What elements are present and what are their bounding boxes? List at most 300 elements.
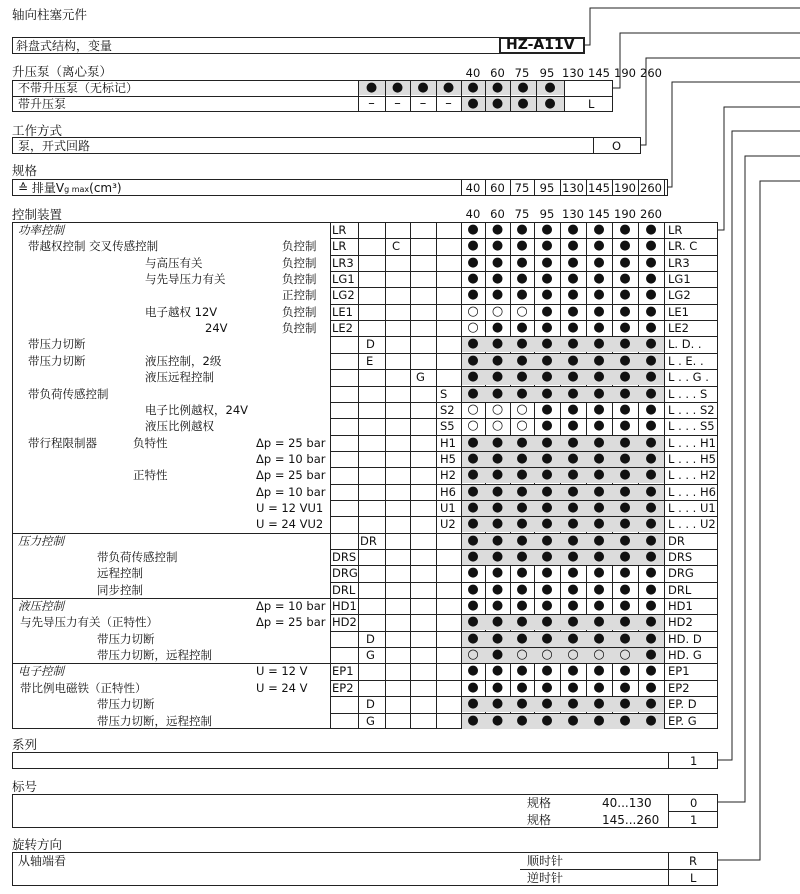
control-mark: ●	[619, 680, 631, 695]
control-mark: ●	[567, 418, 579, 433]
control-row-label: 带行程限制器	[28, 436, 97, 450]
control-mark: ●	[645, 271, 657, 286]
control-result-code: DRS	[668, 550, 693, 564]
control-row-label: 负控制	[282, 239, 317, 253]
control-mark: ●	[567, 533, 579, 548]
control-mark: ●	[516, 353, 528, 368]
control-mark: ●	[491, 565, 504, 580]
control-mark: ●	[567, 304, 579, 319]
control-mark: ●	[567, 369, 579, 384]
control-col-line	[385, 222, 386, 729]
booster-mark: –	[445, 96, 452, 111]
control-code-S: S	[440, 387, 448, 401]
control-code-E: E	[366, 354, 374, 368]
control-mark: ●	[491, 680, 504, 695]
control-row-label: 带压力切断，远程控制	[97, 648, 212, 662]
control-mark: ●	[619, 435, 631, 450]
control-mark: ●	[619, 369, 631, 384]
size-value-130: 130	[562, 181, 584, 195]
control-mark: ●	[567, 549, 579, 564]
booster-heading: 升压泵（离心泵）	[12, 64, 113, 79]
control-result-code: EP. D	[668, 697, 697, 711]
control-mark: ●	[593, 582, 605, 597]
control-mark: ●	[516, 386, 528, 401]
control-row-label: 与先导压力有关（正特性）	[20, 615, 158, 629]
control-mark: ●	[645, 418, 657, 433]
leader-line	[585, 8, 800, 45]
control-mark: ●	[645, 696, 657, 711]
control-row-label: 负控制	[282, 321, 317, 335]
control-mark: ●	[645, 713, 657, 728]
control-mark: ●	[567, 222, 579, 237]
control-mark: ●	[619, 402, 631, 417]
control-mark: ●	[593, 222, 605, 237]
series-box	[12, 752, 718, 769]
control-mark: ●	[619, 565, 631, 580]
control-mark: ●	[619, 336, 631, 351]
index-row1-range: 145...260	[602, 813, 660, 827]
booster-mark: ●	[365, 80, 378, 95]
control-mark: ●	[467, 614, 479, 629]
control-row-label: 带压力切断	[97, 697, 155, 711]
control-mark: ●	[541, 549, 553, 564]
control-mark: ●	[516, 255, 528, 270]
control-row-label: 正控制	[282, 288, 317, 302]
control-mark: ●	[467, 353, 479, 368]
control-row-label: Δp = 25 bar	[256, 615, 326, 629]
rotation-cw-code: R	[689, 854, 697, 868]
control-mark: ●	[541, 304, 553, 319]
control-mark: ●	[593, 533, 605, 548]
control-mark: ●	[567, 353, 579, 368]
control-row-label: 带压力切断	[97, 632, 155, 646]
control-row-label: 电子控制	[18, 664, 64, 678]
control-mark: ●	[567, 271, 579, 286]
control-mark: ●	[491, 353, 504, 368]
control-mark: ●	[619, 696, 631, 711]
control-mark: ●	[516, 369, 528, 384]
control-mark: ●	[645, 369, 657, 384]
control-mark: ●	[467, 467, 479, 482]
control-mark: ●	[619, 598, 631, 613]
control-code-G: G	[366, 714, 375, 728]
control-size-60: 60	[490, 207, 505, 221]
booster-mark: ●	[391, 80, 404, 95]
control-mark: ●	[541, 222, 553, 237]
control-mark: ●	[619, 582, 631, 597]
control-mark: ●	[619, 386, 631, 401]
control-mark: ●	[619, 533, 631, 548]
control-mark: ●	[491, 713, 504, 728]
control-row-label: Δp = 10 bar	[256, 599, 326, 613]
control-mark: ●	[593, 353, 605, 368]
control-mark: ●	[467, 516, 479, 531]
control-mark: ●	[541, 435, 553, 450]
control-mark: ●	[645, 533, 657, 548]
control-mark: ●	[645, 320, 657, 335]
control-mark: ●	[516, 320, 528, 335]
control-result-code: L . . . U2	[668, 517, 716, 531]
control-mark: ○	[467, 402, 479, 417]
control-mark: ●	[567, 565, 579, 580]
control-result-code: L. D. .	[668, 337, 702, 351]
displacement-unit: (cm³)	[89, 181, 122, 195]
booster-mark: –	[419, 96, 427, 111]
control-result-code: L . . G .	[668, 370, 709, 384]
control-mark: ●	[593, 696, 605, 711]
control-mark: ●	[516, 500, 528, 515]
size-value-190: 190	[614, 181, 636, 195]
control-mark: ●	[567, 451, 579, 466]
control-mark: ●	[541, 663, 553, 678]
control-row-label: 负控制	[282, 305, 317, 319]
booster-mark: ●	[544, 96, 556, 111]
leader-line	[718, 181, 800, 860]
series-heading: 系列	[12, 737, 38, 752]
control-mark: ●	[645, 238, 657, 253]
control-mark: ●	[645, 467, 657, 482]
control-mark: ○	[491, 402, 504, 417]
control-mark: ●	[467, 713, 479, 728]
control-mark: ●	[567, 287, 579, 302]
control-code-DRG: DRG	[332, 566, 358, 580]
control-mark: ●	[467, 336, 479, 351]
control-code-H1: H1	[440, 436, 456, 450]
control-mark: ●	[516, 435, 528, 450]
control-mark: ●	[467, 271, 479, 286]
control-mark: ●	[645, 255, 657, 270]
index-row1-label: 规格	[527, 813, 552, 827]
index-row1-code: 1	[690, 813, 698, 827]
index-row0-label: 规格	[527, 796, 552, 810]
control-mark: ●	[593, 484, 605, 499]
control-mark: ○	[491, 304, 504, 319]
index-heading: 标号	[12, 779, 38, 794]
control-mark: ●	[467, 696, 479, 711]
size-value-40: 40	[465, 181, 481, 195]
mode-heading: 工作方式	[12, 123, 63, 138]
title-subtitle: 斜盘式结构，变量	[16, 39, 113, 53]
control-mark: ●	[491, 549, 504, 564]
control-mark: ●	[467, 663, 479, 678]
control-mark: ●	[645, 565, 657, 580]
control-mark: ●	[593, 549, 605, 564]
control-mark: ○	[593, 647, 605, 662]
rotation-row-divider	[520, 869, 718, 870]
control-size-190: 190	[614, 207, 636, 221]
size-value-145: 145	[588, 181, 610, 195]
booster-code-L: L	[588, 97, 595, 111]
rotation-ccw-code: L	[690, 871, 697, 885]
control-mark: ●	[593, 271, 605, 286]
control-mark: ●	[491, 614, 504, 629]
control-mark: ●	[491, 287, 504, 302]
control-mark: ●	[593, 418, 605, 433]
control-result-code: LR. C	[668, 239, 698, 253]
control-mark: ●	[516, 336, 528, 351]
control-mark: ●	[593, 565, 605, 580]
control-row-label: 同步控制	[97, 583, 143, 597]
mode-label: 泵，开式回路	[18, 139, 91, 153]
control-row-label: 带压力切断	[28, 354, 86, 368]
control-mark: ●	[491, 647, 504, 662]
series-code-divider	[668, 752, 669, 769]
control-mark: ●	[645, 631, 657, 646]
control-mark: ●	[619, 320, 631, 335]
control-mark: ●	[593, 663, 605, 678]
booster-size-260: 260	[640, 66, 662, 80]
control-result-code: HD. D	[668, 632, 702, 646]
control-mark: ●	[491, 467, 504, 482]
booster-mark: ●	[417, 80, 429, 95]
control-mark: ●	[593, 435, 605, 450]
control-mark: ●	[619, 271, 631, 286]
control-row-label: 带负荷传感控制	[28, 387, 109, 401]
booster-mark: ●	[442, 80, 455, 95]
control-mark: ●	[541, 467, 553, 482]
control-row-label: 负控制	[282, 272, 317, 286]
leader-line	[718, 131, 800, 760]
control-code-S5: S5	[440, 419, 455, 433]
control-row-label: U = 24 V	[256, 681, 308, 695]
control-mark: ●	[516, 614, 528, 629]
control-code-H2: H2	[440, 468, 456, 482]
control-mark: ●	[593, 614, 605, 629]
control-mark: ●	[593, 287, 605, 302]
mode-code-divider	[593, 137, 594, 154]
size-value-95: 95	[539, 181, 555, 195]
control-row-label: 带比例电磁铁（正特性）	[20, 681, 147, 695]
control-mark: ●	[619, 255, 631, 270]
control-mark: ●	[645, 386, 657, 401]
booster-row-with-label: 带升压泵	[18, 97, 67, 111]
size-grid-line	[664, 179, 665, 196]
control-mark: ●	[567, 663, 579, 678]
control-code-LE1: LE1	[332, 305, 353, 319]
control-mark: ●	[619, 287, 631, 302]
control-code-H5: H5	[440, 452, 456, 466]
control-mark: ●	[467, 386, 479, 401]
series-code: 1	[690, 754, 698, 768]
control-mark: ●	[619, 304, 631, 319]
control-row-label: 功率控制	[18, 223, 64, 237]
control-mark: ●	[491, 598, 504, 613]
control-mark: ●	[541, 680, 553, 695]
control-mark: ●	[645, 287, 657, 302]
index-row0-range: 40...130	[602, 796, 652, 810]
control-mark: ○	[467, 304, 479, 319]
control-mark: ●	[491, 320, 504, 335]
control-result-code: L . . . H2	[668, 468, 716, 482]
control-result-code: HD. G	[668, 648, 702, 662]
control-mark: ●	[567, 713, 579, 728]
control-result-code: L . . . H5	[668, 452, 716, 466]
control-col-line	[410, 222, 411, 729]
control-code-H6: H6	[440, 485, 456, 499]
control-mark: ●	[645, 353, 657, 368]
control-mark: ●	[645, 336, 657, 351]
control-mark: ●	[467, 500, 479, 515]
control-mark: ●	[645, 451, 657, 466]
control-mark: ●	[541, 516, 553, 531]
control-result-code: L . . . U1	[668, 501, 716, 515]
control-row-label: Δp = 25 bar	[256, 436, 326, 450]
control-mark: ●	[541, 287, 553, 302]
control-mark: ●	[467, 565, 479, 580]
control-code-U2: U2	[440, 517, 456, 531]
control-row-label: 远程控制	[97, 566, 143, 580]
control-mark: ●	[593, 386, 605, 401]
control-row-label: Δp = 10 bar	[256, 452, 326, 466]
control-mark: ●	[491, 663, 504, 678]
control-size-95: 95	[539, 207, 555, 221]
control-mark: ●	[645, 663, 657, 678]
control-mark: ●	[619, 631, 631, 646]
control-mark: ●	[567, 598, 579, 613]
control-mark: ●	[491, 271, 504, 286]
control-mark: ●	[541, 614, 553, 629]
control-mark: ●	[516, 713, 528, 728]
control-col-line	[330, 222, 331, 729]
rotation-label: 从轴端看	[18, 854, 67, 868]
control-mark: ●	[541, 369, 553, 384]
booster-size-145: 145	[588, 66, 610, 80]
control-mark: ●	[593, 369, 605, 384]
control-mark: ●	[593, 500, 605, 515]
control-code-DRS: DRS	[332, 550, 357, 564]
booster-mark: ●	[467, 80, 479, 95]
booster-mark: ●	[491, 80, 504, 95]
control-mark: ●	[491, 451, 504, 466]
control-mark: ●	[541, 386, 553, 401]
control-mark: ●	[541, 582, 553, 597]
rotation-cw-label: 顺时针	[527, 854, 564, 868]
control-mark: ●	[516, 271, 528, 286]
size-value-60: 60	[490, 181, 505, 195]
control-mark: ○	[619, 647, 631, 662]
control-mark: ●	[491, 386, 504, 401]
control-mark: ●	[491, 369, 504, 384]
control-mark: ●	[619, 484, 631, 499]
control-mark: ●	[467, 435, 479, 450]
control-row-label: 液压控制，2级	[145, 354, 222, 368]
rotation-heading: 旋转方向	[12, 837, 63, 852]
control-mark: ●	[467, 484, 479, 499]
booster-mark: ●	[491, 96, 504, 111]
model-code: HZ-A11V	[506, 37, 575, 53]
control-mark: ●	[516, 582, 528, 597]
control-mark: ●	[491, 631, 504, 646]
control-mark: ○	[467, 647, 479, 662]
control-result-code: EP1	[668, 664, 690, 678]
leader-line	[718, 156, 800, 802]
control-mark: ●	[516, 549, 528, 564]
control-mark: ●	[567, 238, 579, 253]
control-mark: ●	[567, 320, 579, 335]
control-code-EP2: EP2	[332, 681, 354, 695]
control-mark: ●	[467, 680, 479, 695]
control-mark: ●	[567, 255, 579, 270]
control-row-label: 带压力切断	[28, 337, 86, 351]
control-result-code: L . . . S2	[668, 403, 715, 417]
control-mark: ●	[567, 516, 579, 531]
control-result-code: EP2	[668, 681, 690, 695]
control-row-label: 液压控制	[18, 599, 64, 613]
control-mark: ●	[645, 582, 657, 597]
control-mark: ●	[593, 631, 605, 646]
control-code-D: D	[366, 697, 375, 711]
booster-size-60: 60	[490, 66, 505, 80]
control-size-130: 130	[562, 207, 584, 221]
control-result-code: HD1	[668, 599, 693, 613]
leader-line	[668, 82, 800, 187]
control-row-label: Δp = 10 bar	[256, 485, 326, 499]
control-row-label: 正特性	[133, 468, 168, 482]
control-mark: ●	[467, 631, 479, 646]
control-row-label: 负特性	[133, 436, 168, 450]
control-row-label: U = 12 VU1	[256, 501, 324, 515]
control-col-line	[664, 222, 665, 729]
control-row-label: 液压远程控制	[145, 370, 214, 384]
control-mark: ●	[567, 500, 579, 515]
control-code-LR3: LR3	[332, 256, 354, 270]
control-mark: ●	[541, 696, 553, 711]
control-mark: ●	[619, 467, 631, 482]
control-mark: ●	[541, 631, 553, 646]
booster-mark: ●	[544, 80, 556, 95]
component-title: 轴向柱塞元件	[12, 7, 88, 22]
control-mark: ●	[541, 533, 553, 548]
control-mark: ●	[567, 614, 579, 629]
control-mark: ●	[645, 402, 657, 417]
control-code-DR: DR	[360, 534, 377, 548]
control-row-label: U = 12 V	[256, 664, 308, 678]
control-mark: ●	[619, 418, 631, 433]
control-mark: ●	[619, 222, 631, 237]
booster-mark: –	[368, 96, 375, 111]
control-mark: ●	[491, 222, 504, 237]
control-row-label: 负控制	[282, 256, 317, 270]
control-result-code: LG1	[668, 272, 691, 286]
control-row-label: 带越权控制 交叉传感控制	[28, 239, 159, 253]
control-mark: ●	[567, 467, 579, 482]
control-mark: ●	[619, 500, 631, 515]
control-size-260: 260	[640, 207, 662, 221]
control-mark: ●	[491, 533, 504, 548]
control-mark: ●	[541, 598, 553, 613]
control-row-label: 液压比例越权	[145, 419, 214, 433]
control-mark: ●	[645, 484, 657, 499]
control-code-S2: S2	[440, 403, 455, 417]
booster-size-75: 75	[514, 66, 530, 80]
control-mark: ●	[593, 467, 605, 482]
control-result-code: LE1	[668, 305, 689, 319]
control-col-line	[436, 222, 437, 729]
control-size-75: 75	[514, 207, 530, 221]
control-size-40: 40	[465, 207, 481, 221]
control-mark: ●	[541, 565, 553, 580]
control-mark: ●	[593, 598, 605, 613]
control-mark: ●	[567, 631, 579, 646]
control-result-code: L . . . S	[668, 387, 708, 401]
control-result-code: L . . . H1	[668, 436, 716, 450]
control-mark: ●	[645, 614, 657, 629]
control-mark: ●	[516, 516, 528, 531]
displacement-subscript: g max	[64, 185, 90, 194]
control-mark: ●	[645, 500, 657, 515]
control-result-code: LG2	[668, 288, 691, 302]
control-mark: ●	[619, 238, 631, 253]
